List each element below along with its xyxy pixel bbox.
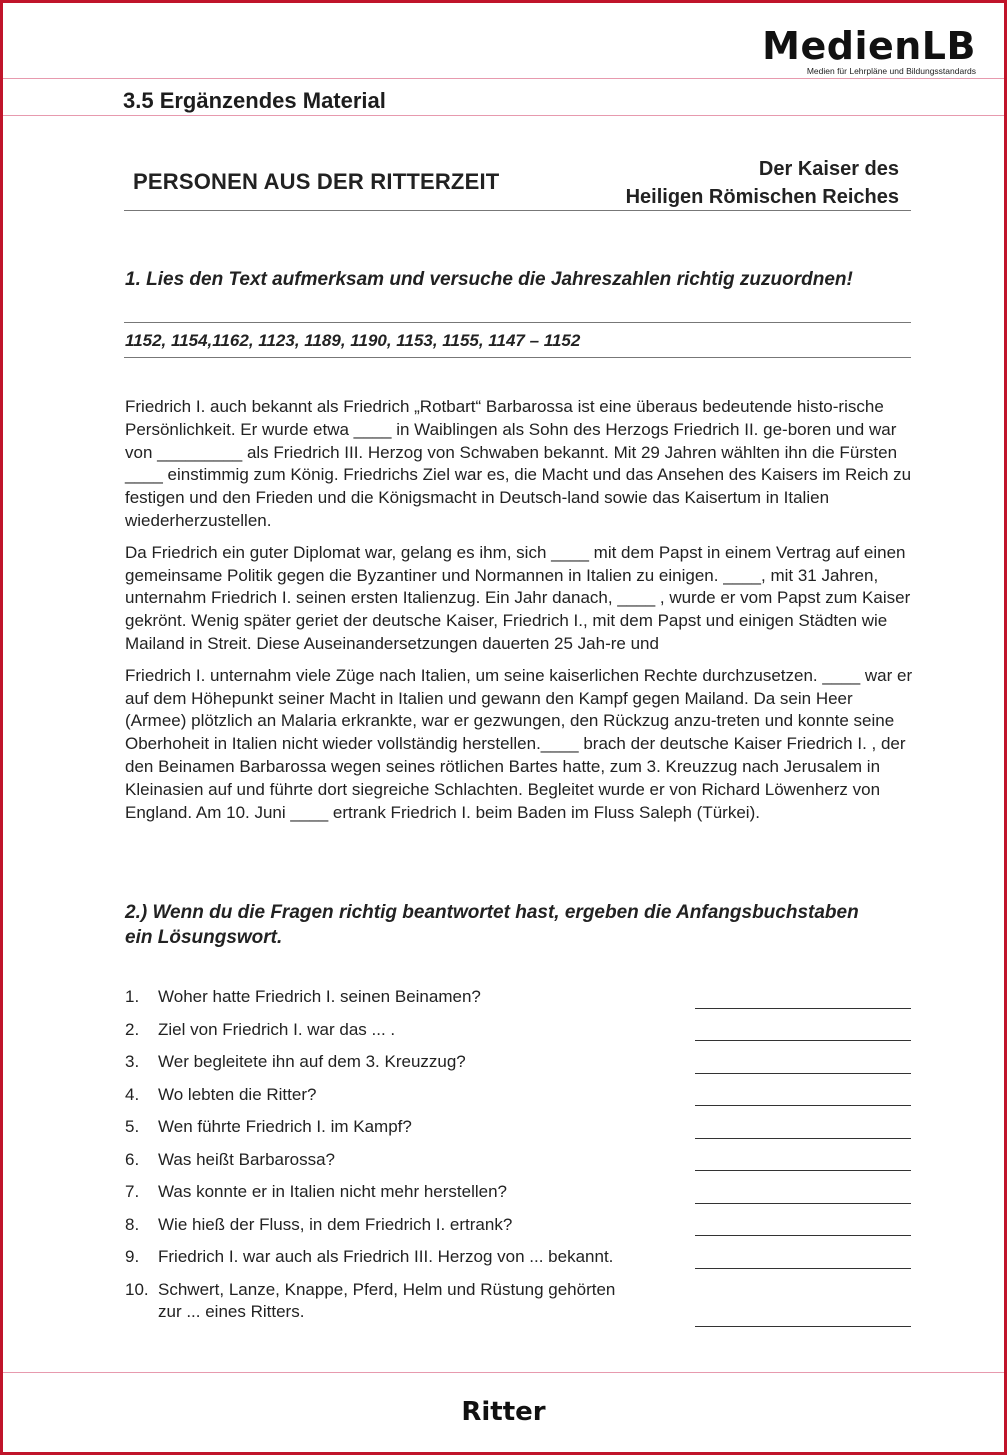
question-number: 9.	[125, 1247, 140, 1266]
answer-line[interactable]	[695, 1073, 911, 1074]
answer-line[interactable]	[695, 1008, 911, 1009]
years-list: 1152, 1154,1162, 1123, 1189, 1190, 1153, 1155, 1147 – 1152	[125, 331, 581, 350]
answer-line[interactable]	[695, 1040, 911, 1041]
question-item	[125, 1246, 911, 1279]
header-divider-top	[3, 78, 1004, 79]
sheet-subtitle-line2: Heiligen Römischen Reiches	[625, 186, 899, 208]
footer-title: Ritter	[461, 1397, 546, 1427]
question-number: 8.	[125, 1214, 140, 1234]
question-text: Woher hatte Friedrich I. seinen Beinamen?	[158, 987, 481, 1006]
question-text-line2: zur ... eines Ritters.	[158, 1302, 305, 1322]
question-item	[125, 1149, 911, 1182]
question-item	[125, 986, 911, 1019]
logo-tagline: Medien für Lehrpläne und Bildungsstandards	[806, 66, 976, 76]
years-rule-bottom	[124, 357, 911, 358]
question-text: Was konnte er in Italien nicht mehr herstellen?	[158, 1182, 507, 1201]
answer-line[interactable]	[695, 1105, 911, 1106]
sheet-title: PERSONEN AUS DER RITTERZEIT	[133, 169, 500, 194]
question-number: 5.	[125, 1117, 140, 1136]
question-text	[158, 1279, 678, 1325]
title-rule	[124, 210, 911, 211]
publisher-logo	[762, 24, 976, 76]
question-text: Wie hieß der Fluss, in dem Friedrich I. ertrank?	[158, 1214, 513, 1234]
question-number: 3.	[125, 1052, 140, 1071]
answer-line[interactable]	[695, 1203, 911, 1204]
question-text: Wo lebten die Ritter?	[158, 1084, 317, 1104]
footer-divider	[3, 1372, 1004, 1373]
question-number: 2.	[125, 1019, 140, 1039]
question-text: Friedrich I. war auch als Friedrich III. Herzog von ... bekannt.	[158, 1247, 614, 1266]
answer-line[interactable]	[695, 1138, 911, 1139]
question-text: Was heißt Barbarossa?	[158, 1149, 335, 1169]
answer-line[interactable]	[695, 1268, 911, 1269]
reading-text	[125, 396, 915, 833]
question-item	[125, 1181, 911, 1214]
question-item	[125, 1214, 911, 1247]
question-number: 6.	[125, 1149, 140, 1169]
sheet-subtitle-line1: Der Kaiser des	[758, 158, 899, 180]
question-number: 10.	[125, 1279, 149, 1299]
question-number: 4.	[125, 1084, 140, 1104]
years-rule-top	[124, 322, 911, 323]
question-item	[125, 1279, 911, 1339]
question-item	[125, 1051, 911, 1084]
text-paragraph-1: Friedrich I. auch bekannt als Friedrich „Rotbart“ Barbarossa ist eine überaus bedeutende histo-rische Persönlichkeit. Er wurde etwa ____ in Waiblingen als Sohn des Herzogs Friedrich II. ge-boren und war von _________ als Friedrich III. Herzog von Schwaben bekannt. Mit 29 Jahren wählten ihn die Fürsten ____ einstimmig zum König. Friedrichs Ziel war es, die Macht und das Ansehen des Kaisers im Reich zu festigen und den Frieden und die Königsmacht in Deutsch-land sowie das Kaisertum in Italien wiederherzustellen.	[125, 397, 912, 530]
sheet-subtitle	[626, 155, 899, 211]
question-number: 1.	[125, 987, 140, 1006]
section-title: 3.5 Ergänzendes Material	[123, 88, 386, 113]
question-item	[125, 1019, 911, 1052]
question-list	[125, 986, 911, 1339]
question-text-line1: Schwert, Lanze, Knappe, Pferd, Helm und Rüstung gehörten	[158, 1279, 616, 1299]
question-item	[125, 1116, 911, 1149]
question-text: Wer begleitete ihn auf dem 3. Kreuzzug?	[158, 1052, 466, 1071]
text-paragraph-3: Friedrich I. unternahm viele Züge nach Italien, um seine kaiserlichen Rechte durchzusetzen. ____ war er auf dem Höhepunkt seiner Macht in Italien und gewann den Kampf gegen Mailand. Da sein Heer (Armee) plötzlich an Malaria erkrankte, war er gezwungen, den Rückzug anzu-treten und konnte seine Oberhoheit in Italien nicht wieder vollständig herstellen.____ brach der deutsche Kaiser Friedrich I. , der den Beinamen Barbarossa wegen seines rötlichen Bartes hatte, zum 3. Kreuzzug nach Jerusalem in Kleinasien auf und führte dort siegreiche Schlachten. Begleitet wurde er von Richard Löwenherz von England. Am 10. Juni ____ ertrank Friedrich I. beim Baden im Fluss Saleph (Türkei).	[125, 665, 913, 822]
answer-line[interactable]	[695, 1326, 911, 1327]
task2-instruction	[125, 900, 915, 950]
question-number: 7.	[125, 1182, 140, 1201]
question-item	[125, 1084, 911, 1117]
logo-name: MedienLB	[762, 24, 976, 68]
text-paragraph-2: Da Friedrich ein guter Diplomat war, gelang es ihm, sich ____ mit dem Papst in einem Vertrag auf einen gemeinsame Politik gegen die Byzantiner und Normannen in Italien zu einigen. ____, mit 31 Jahren, unternahm Friedrich I. seinen ersten Italienzug. Ein Jahr danach, ____ , wurde er vom Papst zum Kaiser gekrönt. Wenig später geriet der deutsche Kaiser, Friedrich I., mit dem Papst und einigen Städten wie Mailand in Streit. Diese Auseinandersetzungen dauerten 25 Jah-re und	[125, 542, 911, 653]
question-text: Ziel von Friedrich I. war das ... .	[158, 1019, 396, 1039]
header-divider-bottom	[3, 115, 1004, 116]
task1-instruction: 1. Lies den Text aufmerksam und versuche die Jahreszahlen richtig zuzuordnen!	[125, 269, 853, 290]
answer-line[interactable]	[695, 1170, 911, 1171]
task2-instruction-line2: ein Lösungswort.	[125, 927, 283, 948]
answer-line[interactable]	[695, 1235, 911, 1236]
question-text: Wen führte Friedrich I. im Kampf?	[158, 1117, 412, 1136]
task2-instruction-line1: 2.) Wenn du die Fragen richtig beantwortet hast, ergeben die Anfangsbuchstaben	[125, 902, 859, 923]
